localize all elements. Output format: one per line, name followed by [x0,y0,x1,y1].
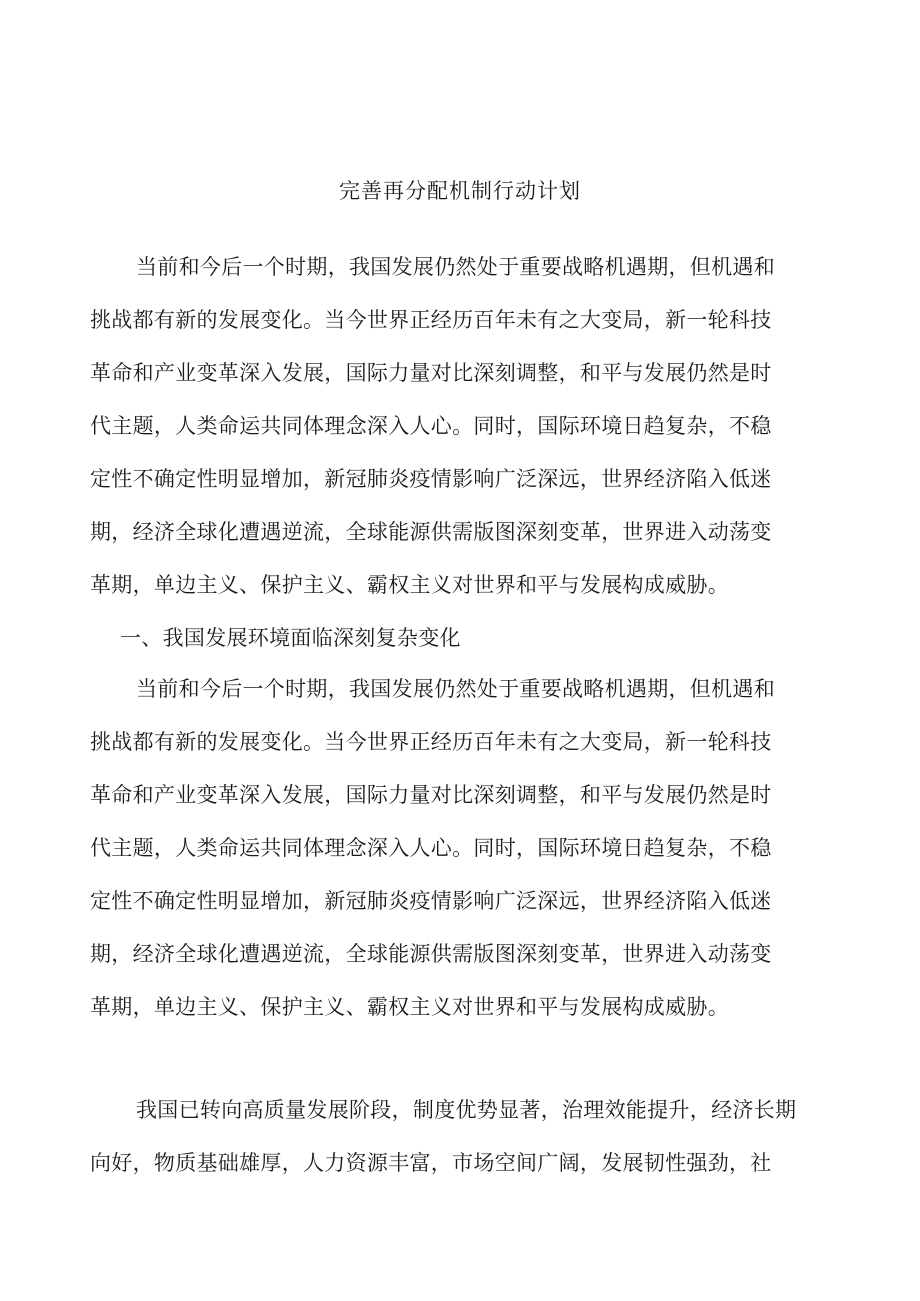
paragraph-line: 革期，单边主义、保护主义、霸权主义对世界和平与发展构成威胁。 [90,573,729,597]
paragraph-line: 期，经济全球化遭遇逆流，全球能源供需版图深刻变革，世界进入动荡变 [90,520,772,544]
paragraph-intro [90,241,830,612]
paragraph-line: 代主题，人类命运共同体理念深入人心。同时，国际环境日趋复杂，不稳 [90,414,772,438]
paragraph-line: 挑战都有新的发展变化。当今世界正经历百年未有之大变局，新一轮科技 [90,730,772,754]
paragraph-line: 革期，单边主义、保护主义、霸权主义对世界和平与发展构成威胁。 [90,995,729,1019]
paragraph-development-stage [90,1084,830,1190]
paragraph-line: 向好，物质基础雄厚，人力资源丰富，市场空间广阔，发展韧性强劲，社 [90,1151,772,1175]
paragraph-line: 代主题，人类命运共同体理念深入人心。同时，国际环境日趋复杂，不稳 [90,836,772,860]
paragraph-line: 定性不确定性明显增加，新冠肺炎疫情影响广泛深远，世界经济陷入低迷 [90,467,772,491]
section-heading: 一、我国发展环境面临深刻复杂变化 [120,626,461,650]
paragraph-line: 定性不确定性明显增加，新冠肺炎疫情影响广泛深远，世界经济陷入低迷 [90,889,772,913]
paragraph-line: 革命和产业变革深入发展，国际力量对比深刻调整，和平与发展仍然是时 [90,783,772,807]
paragraph-line: 当前和今后一个时期，我国发展仍然处于重要战略机遇期，但机遇和 [136,255,775,279]
paragraph-line: 挑战都有新的发展变化。当今世界正经历百年未有之大变局，新一轮科技 [90,308,772,332]
paragraph-section-1 [90,663,830,1034]
paragraph-line: 革命和产业变革深入发展，国际力量对比深刻调整，和平与发展仍然是时 [90,361,772,385]
paragraph-line: 当前和今后一个时期，我国发展仍然处于重要战略机遇期，但机遇和 [136,677,775,701]
paragraph-line: 我国已转向高质量发展阶段，制度优势显著，治理效能提升，经济长期 [136,1098,797,1122]
document-title: 完善再分配机制行动计划 [339,179,581,203]
paragraph-line: 期，经济全球化遭遇逆流，全球能源供需版图深刻变革，世界进入动荡变 [90,942,772,966]
